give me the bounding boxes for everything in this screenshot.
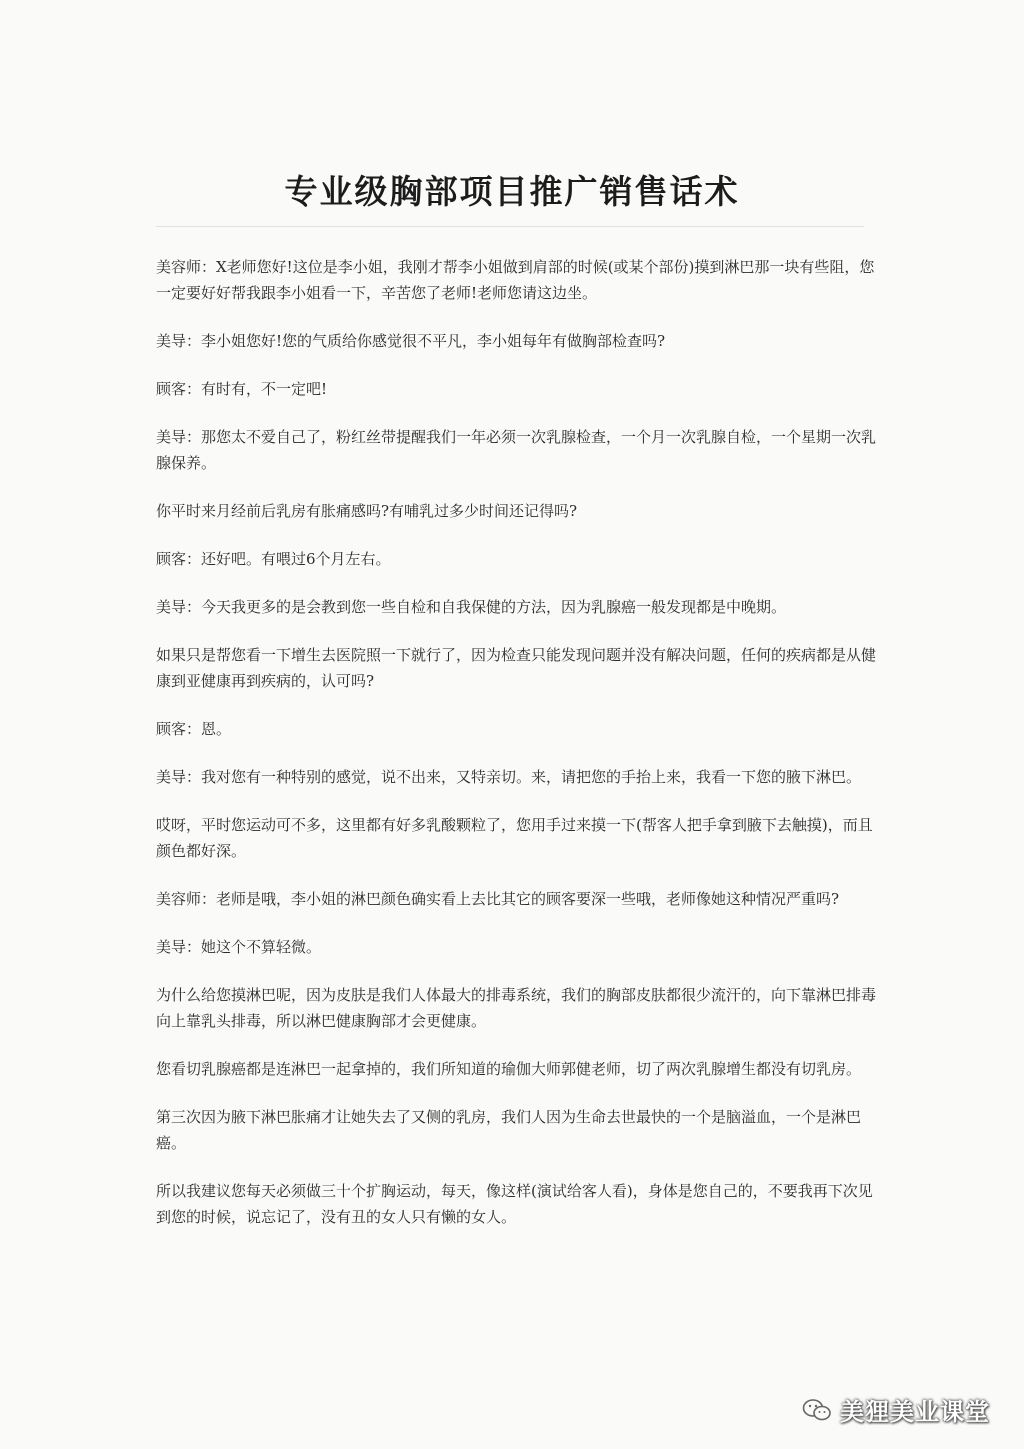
paragraph: 哎呀，平时您运动可不多，这里都有好多乳酸颗粒了，您用手过来摸一下(帮客人把手拿到腋下去触摸)，而且颜色都好深。 xyxy=(156,816,873,860)
paragraph: 顾客：恩。 xyxy=(156,720,232,738)
paragraph: 美导：她这个不算轻微。 xyxy=(156,938,322,956)
paragraph: 您看切乳腺癌都是连淋巴一起拿掉的，我们所知道的瑜伽大师郭健老师，切了两次乳腺增生都没有切乳房。 xyxy=(156,1060,862,1078)
watermark xyxy=(802,1392,990,1427)
wechat-icon xyxy=(802,1398,832,1422)
title-divider xyxy=(156,226,864,227)
paragraph: 美导：李小姐您好!您的气质给你感觉很不平凡，李小姐每年有做胸部检查吗? xyxy=(156,332,666,350)
paragraph: 美导：今天我更多的是会教到您一些自检和自我保健的方法，因为乳腺癌一般发现都是中晚期。 xyxy=(156,598,787,616)
paragraph: 美导：我对您有一种特别的感觉，说不出来，又特亲切。来，请把您的手抬上来，我看一下您的腋下淋巴。 xyxy=(156,768,862,786)
document-body xyxy=(156,254,876,1252)
paragraph: 为什么给您摸淋巴呢，因为皮肤是我们人体最大的排毒系统，我们的胸部皮肤都很少流汗的，向下靠淋巴排毒向上靠乳头排毒，所以淋巴健康胸部才会更健康。 xyxy=(156,986,877,1030)
paragraph: 美导：那您太不爱自己了，粉红丝带提醒我们一年必须一次乳腺检查，一个月一次乳腺自检，一个星期一次乳腺保养。 xyxy=(156,428,877,472)
paragraph: 所以我建议您每天必须做三十个扩胸运动，每天，像这样(演试给客人看)，身体是您自己的，不要我再下次见到您的时候，说忘记了，没有丑的女人只有懒的女人。 xyxy=(156,1182,873,1226)
paragraph: 美容师：X老师您好!这位是李小姐，我刚才帮李小姐做到肩部的时候(或某个部份)摸到淋巴那一块有些阻，您一定要好好帮我跟李小姐看一下，辛苦您了老师!老师您请这边坐。 xyxy=(156,258,875,302)
paragraph: 顾客：有时有，不一定吧! xyxy=(156,380,328,398)
paragraph: 你平时来月经前后乳房有胀痛感吗?有哺乳过多少时间还记得吗? xyxy=(156,502,578,520)
paragraph: 顾客：还好吧。有喂过6个月左右。 xyxy=(156,550,391,568)
watermark-text: 美狸美业课堂 xyxy=(840,1398,990,1426)
document-title: 专业级胸部项目推广销售话术 xyxy=(284,172,740,211)
paragraph: 如果只是帮您看一下增生去医院照一下就行了，因为检查只能发现问题并没有解决问题，任何的疾病都是从健康到亚健康再到疾病的，认可吗? xyxy=(156,646,877,690)
paragraph: 第三次因为腋下淋巴胀痛才让她失去了又侧的乳房，我们人因为生命去世最快的一个是脑溢血，一个是淋巴癌。 xyxy=(156,1108,862,1152)
paragraph: 美容师：老师是哦，李小姐的淋巴颜色确实看上去比其它的顾客要深一些哦，老师像她这种情况严重吗? xyxy=(156,890,840,908)
